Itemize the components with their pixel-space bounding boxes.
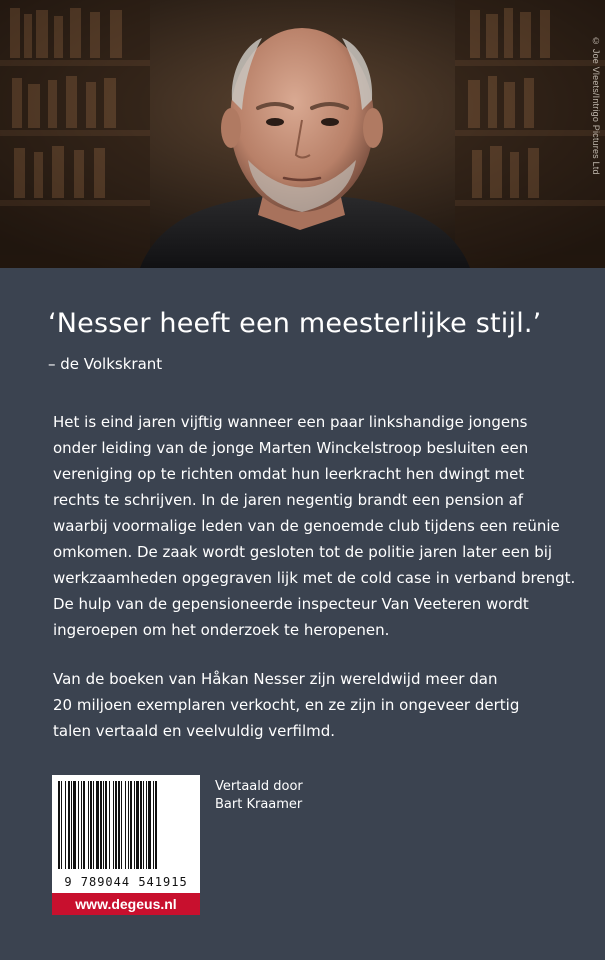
photo-credit: © Joe Vleets/Intrigo Pictures Ltd (591, 36, 601, 175)
review-source: – de Volkskrant (48, 355, 163, 373)
blurb-line: 20 miljoen exemplaren verkocht, en ze zijn in ongeveer dertig (53, 696, 520, 714)
blurb-line: omkomen. De zaak wordt gesloten tot de politie jaren later een bij (53, 543, 553, 561)
translator-credit (215, 778, 303, 814)
blurb-paragraph-1 (53, 409, 576, 643)
blurb-line: rechts te schrijven. In de jaren negentig brandt een pension af (53, 491, 524, 509)
publisher-url[interactable]: www.degeus.nl (52, 893, 200, 915)
blurb-line: werkzaamheden opgegraven lijk met de cold case in verband brengt. (53, 569, 576, 587)
blurb-line: Het is eind jaren vijftig wanneer een paar linkshandige jongens (53, 413, 528, 431)
blurb-paragraph-2 (53, 666, 573, 744)
translator-name: Bart Kraamer (215, 797, 303, 812)
isbn-barcode (52, 775, 200, 893)
blurb-line: waarbij voormalige leden van de genoemde club tijdens een reünie (53, 517, 560, 535)
author-portrait-image (0, 0, 605, 268)
blurb-line: vereniging op te richten omdat hun leerkracht hen dwingt met (53, 465, 525, 483)
barcode-bars (52, 775, 200, 875)
translator-label: Vertaald door (215, 779, 303, 794)
blurb-line: Van de boeken van Håkan Nesser zijn wereldwijd meer dan (53, 670, 498, 688)
blurb-line: talen vertaald en veelvuldig verfilmd. (53, 722, 336, 740)
isbn-number: 9 789044 541915 (64, 875, 188, 889)
review-quote: ‘Nesser heeft een meesterlijke stijl.’ (48, 308, 542, 339)
author-photo (0, 0, 605, 268)
blurb-line: onder leiding van de jonge Marten Winckelstroop besluiten een (53, 439, 529, 457)
blurb-line: ingeroepen om het onderzoek te heropenen. (53, 621, 390, 639)
blurb-line: De hulp van de gepensioneerde inspecteur Van Veeteren wordt (53, 595, 529, 613)
